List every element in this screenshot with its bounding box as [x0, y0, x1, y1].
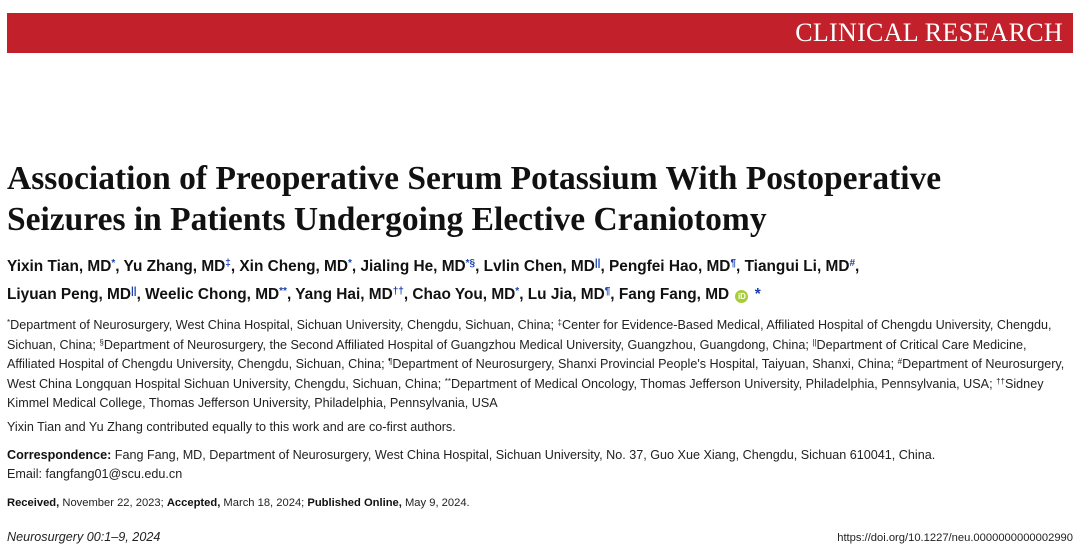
author[interactable]: Yu Zhang, MD‡: [123, 258, 231, 275]
article-dates: Received, November 22, 2023; Accepted, March 18, 2024; Published Online, May 9, 2024.: [7, 497, 470, 509]
author[interactable]: Liyuan Peng, MD||: [7, 286, 137, 303]
author[interactable]: Jialing He, MD*§: [360, 258, 476, 275]
affiliations: *Department of Neurosurgery, West China Hospital, Sichuan University, Chengdu, Sichuan, China; ‡Center for Evidence-Based Medical, Affiliated Hospital of Chengdu University, Chengdu, Sichuan, China; §Department of Neurosurgery, the Second Affiliated Hospital of Guangzhou Medical University, Guangzhou, Guangdong, China; ||Department of Critical Care Medicine, Affiliated Hospital of Chengdu University, Chengdu, Sichuan, China; ¶Department of Neurosurgery, Shanxi Provincial People's Hospital, Taiyuan, Shanxi, China; #Department of Neurosurgery, West China Longquan Hospital Sichuan University, Chengdu, Sichuan, China; **Department of Medical Oncology, Thomas Jefferson University, Philadelphia, Pennsylvania, USA; ††Sidney Kimmel Medical College, Thomas Jefferson University, Philadelphia, Pennsylvania, USA: [7, 318, 1065, 410]
article-title: Association of Preoperative Serum Potassium With Postoperative Seizures in Patients Undergoing Elective Craniotomy: [7, 160, 942, 238]
author[interactable]: Lvlin Chen, MD||: [483, 258, 601, 275]
author-list: [7, 253, 1073, 309]
correspondence: Correspondence: Fang Fang, MD, Department of Neurosurgery, West China Hospital, Sichuan University, No. 37, Guo Xue Xiang, Chengdu, Sichuan 610041, China. Email: fangfang01@scu.edu.cn: [7, 446, 1073, 484]
section-banner: [7, 13, 1073, 53]
cofirst-note: Yixin Tian and Yu Zhang contributed equally to this work and are co-first authors.: [7, 420, 456, 434]
author-mark: *: [754, 286, 761, 303]
doi-link[interactable]: https://doi.org/10.1227/neu.0000000000002990: [837, 532, 1073, 544]
correspondence-label: Correspondence:: [7, 448, 112, 462]
author[interactable]: Fang Fang, MD: [618, 286, 730, 303]
author[interactable]: Weelic Chong, MD**: [145, 286, 287, 303]
author-line-2: Liyuan Peng, MD||, Weelic Chong, MD**, Yang Hai, MD††, Chao You, MD*, Lu Jia, MD¶, Fang Fang, MD iD *: [7, 286, 761, 303]
author[interactable]: Yixin Tian, MD*: [7, 258, 116, 275]
author[interactable]: Yang Hai, MD††: [295, 286, 404, 303]
journal-citation: Neurosurgery 00:1–9, 2024: [7, 530, 161, 544]
section-label: CLINICAL RESEARCH: [795, 18, 1063, 47]
author[interactable]: Chao You, MD*: [412, 286, 520, 303]
orcid-icon[interactable]: iD: [735, 290, 748, 303]
author[interactable]: Pengfei Hao, MD¶: [609, 258, 736, 275]
author[interactable]: Xin Cheng, MD*: [239, 258, 352, 275]
author[interactable]: Tiangui Li, MD#: [744, 258, 856, 275]
author-line-1: Yixin Tian, MD*, Yu Zhang, MD‡, Xin Cheng, MD*, Jialing He, MD*§, Lvlin Chen, MD||, Pengfei Hao, MD¶, Tiangui Li, MD#,: [7, 258, 860, 275]
author[interactable]: Lu Jia, MD¶: [527, 286, 611, 303]
correspondence-email[interactable]: Email: fangfang01@scu.edu.cn: [7, 467, 183, 481]
